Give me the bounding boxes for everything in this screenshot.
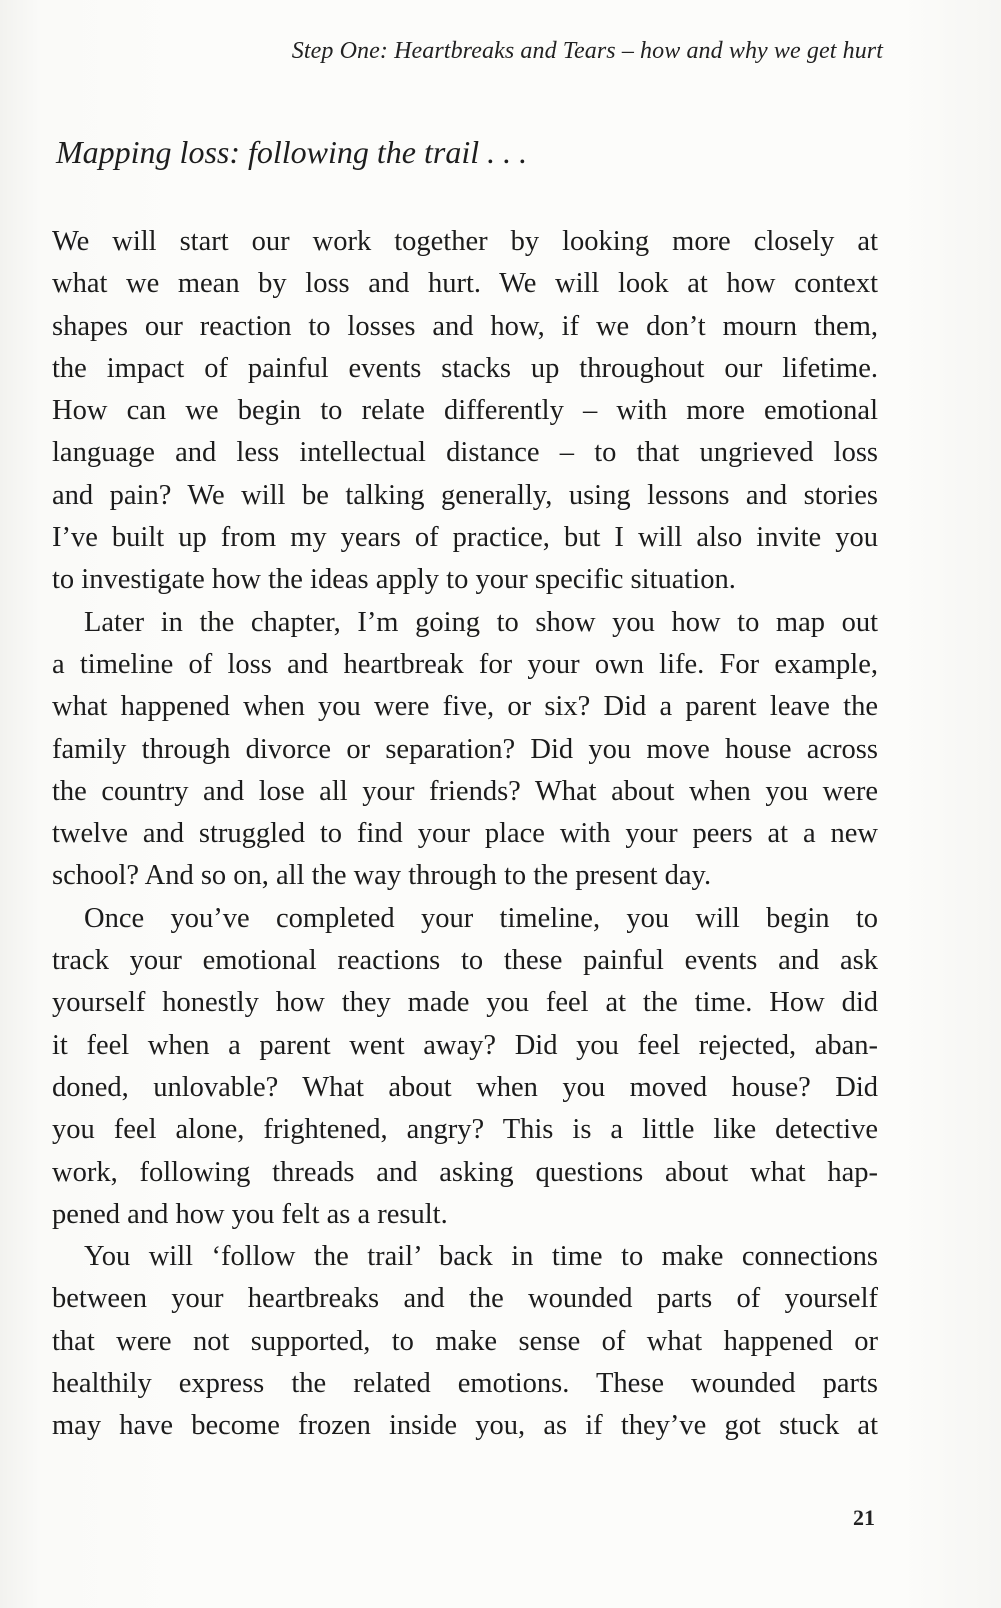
section-title: Mapping loss: following the trail . . . — [56, 134, 528, 170]
text-line: Later in the chapter, I’m going to show you how to map out — [84, 606, 878, 638]
text-line: you feel alone, frightened, angry? This is a little like detective — [52, 1114, 878, 1146]
text-line: it feel when a parent went away? Did you feel rejected, aban- — [52, 1029, 878, 1061]
paragraph — [52, 602, 878, 898]
text-line: work, following threads and asking questions about what hap- — [52, 1156, 878, 1188]
text-line: to investigate how the ideas apply to your specific situation. — [52, 564, 736, 596]
text-line: pened and how you felt as a result. — [52, 1198, 448, 1230]
text-line: yourself honestly how they made you feel at the time. How did — [52, 987, 878, 1019]
text-line: How can we begin to relate differently – with more emotional — [52, 395, 878, 427]
text-line: Once you’ve completed your timeline, you will begin to — [84, 902, 878, 934]
paragraph — [52, 221, 878, 602]
body-text — [52, 221, 878, 1448]
text-line: shapes our reaction to losses and how, if we don’t mourn them, — [52, 310, 878, 342]
text-line: I’ve built up from my years of practice, but I will also invite you — [52, 522, 878, 554]
text-line: may have become frozen inside you, as if they’ve got stuck at — [52, 1410, 878, 1442]
text-line: We will start our work together by looking more closely at — [52, 226, 878, 257]
text-line: the country and lose all your friends? What about when you were — [52, 775, 878, 807]
paragraph — [52, 898, 878, 1236]
text-line: track your emotional reactions to these painful events and ask — [52, 945, 878, 977]
text-line: family through divorce or separation? Did you move house across — [52, 733, 878, 765]
text-line: what we mean by loss and hurt. We will look at how context — [52, 268, 878, 300]
text-line: You will ‘follow the trail’ back in time to make connections — [84, 1241, 878, 1273]
text-line: language and less intellectual distance – to that ungrieved loss — [52, 437, 878, 469]
text-line: between your heartbreaks and the wounded parts of yourself — [52, 1283, 878, 1315]
text-line: doned, unlovable? What about when you moved house? Did — [52, 1071, 878, 1103]
running-head: Step One: Heartbreaks and Tears – how and why we get hurt — [291, 38, 883, 64]
text-line: a timeline of loss and heartbreak for your own life. For example, — [52, 648, 878, 680]
text-line: school? And so on, all the way through to the present day. — [52, 860, 712, 892]
text-line: healthily express the related emotions. These wounded parts — [52, 1368, 878, 1400]
text-line: what happened when you were five, or six? Did a parent leave the — [52, 691, 878, 723]
page-number: 21 — [853, 1505, 875, 1530]
text-line: that were not supported, to make sense of what happened or — [52, 1325, 878, 1357]
text-line: and pain? We will be talking generally, using lessons and stories — [52, 479, 878, 511]
text-line: twelve and struggled to find your place with your peers at a new — [52, 818, 878, 850]
text-line: the impact of painful events stacks up throughout our lifetime. — [52, 352, 878, 384]
paragraph — [52, 1236, 878, 1447]
